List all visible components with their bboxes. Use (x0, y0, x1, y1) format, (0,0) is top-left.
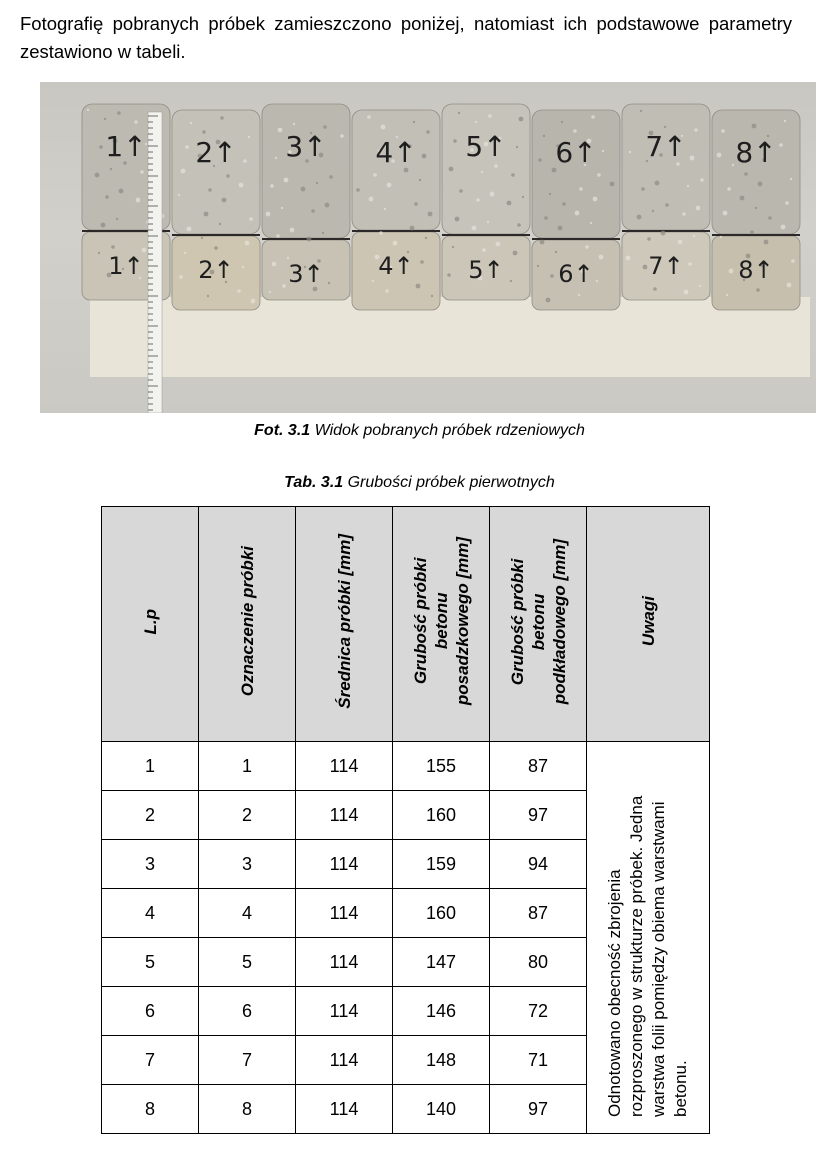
aggregate-speck (422, 154, 427, 159)
aggregate-speck (356, 188, 360, 192)
aggregate-speck (329, 175, 333, 179)
aggregate-speck (643, 265, 648, 270)
aggregate-speck (590, 222, 592, 224)
photo-caption-label: Fot. 3.1 (254, 422, 311, 439)
aggregate-speck (700, 178, 704, 182)
aggregate-speck (475, 121, 477, 123)
aggregate-speck (266, 212, 271, 217)
aggregate-speck (416, 284, 421, 289)
cell-lp: 7 (102, 1036, 199, 1085)
aggregate-speck (522, 196, 524, 198)
samples-table (101, 506, 710, 1134)
aggregate-speck (449, 167, 454, 172)
aggregate-speck (597, 173, 601, 177)
aggregate-speck (538, 158, 542, 162)
aggregate-speck (682, 212, 686, 216)
table-header-row (102, 507, 710, 742)
cell-srednica: 114 (296, 791, 393, 840)
aggregate-speck (558, 226, 563, 231)
aggregate-speck (510, 280, 512, 282)
aggregate-speck (517, 223, 521, 227)
aggregate-speck (134, 120, 138, 124)
aggregate-speck (781, 225, 786, 230)
aggregate-speck (723, 211, 728, 216)
aggregate-speck (214, 246, 218, 250)
cell-oznaczenie: 2 (199, 791, 296, 840)
aggregate-speck (481, 171, 483, 173)
table-caption-text: Grubości próbek pierwotnych (343, 474, 555, 491)
aggregate-speck (647, 237, 651, 241)
cell-podkladowego: 97 (490, 791, 587, 840)
aggregate-speck (785, 201, 789, 205)
aggregate-speck (239, 183, 244, 188)
aggregate-speck (385, 289, 389, 293)
aggregate-speck (744, 172, 748, 176)
table-caption-label: Tab. 3.1 (284, 474, 344, 491)
cell-posadzkowego: 159 (393, 840, 490, 889)
aggregate-speck (768, 216, 772, 220)
header-oznaczenie: Oznaczenie próbki (199, 507, 296, 742)
cell-lp: 6 (102, 987, 199, 1036)
aggregate-speck (104, 118, 106, 120)
core-upper (442, 104, 530, 234)
aggregate-speck (276, 234, 280, 238)
aggregate-speck (678, 240, 683, 245)
aggregate-speck (301, 187, 306, 192)
cell-posadzkowego: 147 (393, 938, 490, 987)
aggregate-speck (652, 210, 654, 212)
cores-group (82, 104, 800, 310)
aggregate-speck (482, 248, 486, 252)
header-grubosc-podkladowego: Grubość próbki betonu podkładowego [mm] (490, 507, 587, 742)
aggregate-speck (688, 262, 692, 266)
aggregate-speck (490, 192, 495, 197)
aggregate-speck (653, 287, 657, 291)
aggregate-speck (413, 121, 415, 123)
aggregate-speck (328, 282, 330, 284)
aggregate-speck (787, 283, 792, 288)
aggregate-speck (727, 187, 731, 191)
aggregate-speck (270, 184, 274, 188)
cell-lp: 2 (102, 791, 199, 840)
aggregate-speck (284, 178, 289, 183)
aggregate-speck (282, 284, 286, 288)
aggregate-speck (201, 237, 203, 239)
aggregate-speck (251, 299, 256, 304)
aggregate-speck (140, 170, 144, 174)
aggregate-speck (726, 294, 728, 296)
core-label-bottom: 4↑ (378, 252, 414, 280)
aggregate-speck (242, 266, 244, 268)
aggregate-speck (181, 169, 186, 174)
aggregate-speck (549, 193, 551, 195)
aggregate-speck (629, 151, 631, 153)
aggregate-speck (562, 202, 566, 206)
aggregate-speck (755, 207, 757, 209)
aggregate-speck (693, 235, 695, 237)
core-label-bottom: 1↑ (108, 252, 144, 280)
aggregate-speck (245, 241, 250, 246)
cell-lp: 8 (102, 1085, 199, 1134)
aggregate-speck (179, 275, 183, 279)
aggregate-speck (585, 245, 589, 249)
cell-podkladowego: 87 (490, 742, 587, 791)
cell-srednica: 114 (296, 987, 393, 1036)
aggregate-speck (699, 285, 701, 287)
cell-oznaczenie: 3 (199, 840, 296, 889)
aggregate-speck (764, 240, 769, 245)
aggregate-speck (690, 156, 695, 161)
core-label-top: 4↑ (375, 136, 417, 169)
core-label-bottom: 6↑ (558, 260, 594, 288)
header-srednica: Średnica próbki [mm] (296, 507, 393, 742)
aggregate-speck (641, 187, 645, 191)
aggregate-speck (101, 223, 106, 228)
aggregate-speck (487, 221, 489, 223)
core-samples-photo (40, 82, 816, 413)
aggregate-speck (593, 197, 598, 202)
aggregate-speck (105, 195, 109, 199)
aggregate-speck (610, 182, 615, 187)
aggregate-speck (372, 280, 374, 282)
aggregate-speck (275, 157, 277, 159)
core-upper (352, 110, 440, 230)
aggregate-speck (555, 251, 557, 253)
aggregate-speck (459, 189, 463, 193)
core-label-top: 2↑ (195, 136, 237, 169)
aggregate-speck (665, 203, 669, 207)
header-uwagi: Uwagi (587, 507, 710, 742)
aggregate-speck (384, 208, 386, 210)
cell-lp: 1 (102, 742, 199, 791)
aggregate-speck (290, 228, 295, 233)
aggregate-speck (323, 125, 327, 129)
aggregate-speck (784, 120, 786, 122)
aggregate-speck (507, 201, 512, 206)
cell-srednica: 114 (296, 742, 393, 791)
aggregate-speck (732, 164, 734, 166)
cell-srednica: 114 (296, 1036, 393, 1085)
cell-srednica: 114 (296, 1085, 393, 1134)
aggregate-speck (599, 255, 604, 260)
aggregate-speck (178, 194, 180, 196)
core-label-top: 3↑ (285, 130, 327, 163)
core-label-bottom: 8↑ (738, 256, 774, 284)
aggregate-speck (287, 257, 289, 259)
aggregate-speck (373, 173, 377, 177)
aggregate-speck (790, 178, 792, 180)
aggregate-speck (752, 124, 757, 129)
aggregate-speck (307, 237, 312, 242)
aggregate-speck (87, 109, 89, 111)
cell-oznaczenie: 8 (199, 1085, 296, 1134)
cell-podkladowego: 80 (490, 938, 587, 987)
cell-podkladowego: 97 (490, 1085, 587, 1134)
aggregate-speck (111, 245, 115, 249)
core-label-top: 6↑ (555, 136, 597, 169)
aggregate-speck (369, 197, 374, 202)
aggregate-speck (546, 298, 551, 303)
cell-lp: 3 (102, 840, 199, 889)
core-label-bottom: 3↑ (288, 260, 324, 288)
aggregate-speck (190, 122, 192, 124)
aggregate-speck (694, 128, 698, 132)
aggregate-speck (519, 117, 524, 122)
aggregate-speck (187, 227, 192, 232)
aggregate-speck (340, 134, 344, 138)
aggregate-speck (98, 252, 100, 254)
cell-podkladowego: 71 (490, 1036, 587, 1085)
cell-posadzkowego: 148 (393, 1036, 490, 1085)
aggregate-speck (116, 218, 118, 220)
aggregate-speck (602, 150, 604, 152)
cell-posadzkowego: 160 (393, 791, 490, 840)
core-label-bottom: 7↑ (648, 252, 684, 280)
aggregate-speck (750, 230, 754, 234)
aggregate-speck (452, 246, 454, 248)
aggregate-speck (367, 115, 371, 119)
aggregate-speck (455, 217, 460, 222)
cell-oznaczenie: 7 (199, 1036, 296, 1085)
aggregate-speck (220, 116, 224, 120)
aggregate-speck (185, 145, 189, 149)
aggregate-speck (779, 143, 783, 147)
cell-oznaczenie: 5 (199, 938, 296, 987)
aggregate-speck (387, 183, 392, 188)
aggregate-speck (579, 187, 583, 191)
core-upper (622, 104, 710, 230)
cell-lp: 5 (102, 938, 199, 987)
cell-oznaczenie: 4 (199, 889, 296, 938)
aggregate-speck (293, 123, 295, 125)
aggregate-speck (573, 129, 577, 133)
aggregate-speck (226, 174, 230, 178)
aggregate-speck (550, 274, 554, 278)
aggregate-speck (537, 265, 539, 267)
photo-caption-text: Widok pobranych próbek rdzeniowych (310, 422, 585, 439)
aggregate-speck (243, 159, 247, 163)
cell-podkladowego: 72 (490, 987, 587, 1036)
aggregate-speck (184, 252, 186, 254)
aggregate-speck (110, 168, 112, 170)
aggregate-speck (453, 139, 457, 143)
intro-paragraph: Fotografię pobranych próbek zamieszczono poniżej, natomiast ich podstawowe parametry zestawiono w tabeli. (20, 13, 792, 62)
core-upper (172, 110, 260, 234)
aggregate-speck (575, 211, 580, 216)
cell-lp: 4 (102, 889, 199, 938)
aggregate-speck (202, 130, 206, 134)
core-label-top: 7↑ (645, 130, 687, 163)
aggregate-speck (494, 164, 498, 168)
core-label-top: 8↑ (735, 136, 777, 169)
aggregate-speck (561, 121, 563, 123)
aggregate-speck (410, 226, 415, 231)
aggregate-speck (544, 216, 548, 220)
aggregate-speck (696, 206, 701, 211)
aggregate-speck (684, 290, 689, 295)
aggregate-speck (640, 110, 642, 112)
cell-posadzkowego: 155 (393, 742, 490, 791)
aggregate-speck (316, 182, 318, 184)
aggregate-speck (311, 209, 315, 213)
aggregate-speck (488, 114, 492, 118)
header-grubosc-posadzkowego: Grubość próbki betonu posadzkowego [mm] (393, 507, 490, 742)
aggregate-speck (721, 129, 725, 133)
notes-text: Odnotowano obecność zbrojenia rozproszonego w strukturze próbek. Jedna warstwa folii pomiędzy obiema warstwami betonu. (605, 795, 690, 1117)
aggregate-speck (664, 126, 666, 128)
aggregate-speck (717, 153, 722, 158)
aggregate-speck (136, 198, 141, 203)
aggregate-speck (472, 226, 477, 231)
aggregate-speck (419, 179, 421, 181)
cell-posadzkowego: 140 (393, 1085, 490, 1134)
aggregate-speck (117, 111, 121, 115)
aggregate-speck (720, 236, 722, 238)
cell-srednica: 114 (296, 840, 393, 889)
photo-caption (0, 422, 839, 440)
aggregate-speck (655, 181, 660, 186)
aggregate-speck (414, 202, 418, 206)
cell-posadzkowego: 160 (393, 889, 490, 938)
aggregate-speck (758, 182, 763, 187)
aggregate-speck (578, 294, 580, 296)
aggregate-speck (540, 240, 545, 245)
aggregate-speck (379, 231, 383, 235)
aggregate-speck (219, 223, 221, 225)
aggregate-speck (791, 259, 795, 263)
aggregate-speck (249, 217, 253, 221)
aggregate-speck (420, 260, 424, 264)
aggregate-speck (729, 269, 734, 274)
aggregate-speck (99, 145, 103, 149)
cell-oznaczenie: 6 (199, 987, 296, 1036)
aggregate-speck (756, 288, 760, 292)
aggregate-speck (458, 112, 460, 114)
cell-posadzkowego: 146 (393, 987, 490, 1036)
cell-uwagi (587, 742, 710, 1134)
header-lp: L.p (102, 507, 199, 742)
cell-srednica: 114 (296, 889, 393, 938)
aggregate-speck (425, 237, 427, 239)
aggregate-speck (281, 207, 283, 209)
core-label-top: 5↑ (465, 130, 507, 163)
aggregate-speck (278, 128, 283, 133)
aggregate-speck (496, 242, 501, 247)
cell-podkladowego: 87 (490, 889, 587, 938)
cell-oznaczenie: 1 (199, 742, 296, 791)
core-upper (262, 104, 350, 238)
aggregate-speck (626, 256, 631, 261)
aggregate-speck (237, 289, 241, 293)
aggregate-speck (381, 125, 386, 130)
aggregate-speck (207, 295, 209, 297)
aggregate-speck (596, 280, 598, 282)
aggregate-speck (428, 212, 433, 217)
aggregate-speck (204, 212, 209, 217)
aggregate-speck (516, 146, 518, 148)
cell-podkladowego: 94 (490, 840, 587, 889)
aggregate-speck (476, 198, 480, 202)
aggregate-speck (325, 203, 330, 208)
aggregate-speck (687, 185, 689, 187)
core-upper (712, 110, 800, 234)
aggregate-speck (208, 188, 212, 192)
aggregate-speck (447, 273, 451, 277)
aggregate-speck (637, 215, 642, 220)
aggregate-speck (322, 232, 324, 234)
aggregate-speck (661, 231, 666, 236)
core-samples-image (40, 82, 816, 413)
table-caption (0, 474, 839, 492)
aggregate-speck (393, 241, 398, 246)
core-label-top: 1↑ (105, 130, 147, 163)
aggregate-speck (222, 198, 227, 203)
aggregate-speck (591, 115, 595, 119)
aggregate-speck (269, 291, 271, 293)
aggregate-speck (740, 196, 745, 201)
core-label-bottom: 2↑ (198, 256, 234, 284)
aggregate-speck (431, 295, 433, 297)
aggregate-speck (543, 135, 545, 137)
aggregate-speck (426, 130, 430, 134)
aggregate-speck (95, 173, 100, 178)
aggregate-speck (513, 251, 518, 256)
aggregate-speck (248, 136, 250, 138)
table-row (102, 742, 710, 791)
core-label-bottom: 5↑ (468, 256, 504, 284)
aggregate-speck (272, 262, 277, 267)
aggregate-speck (511, 173, 515, 177)
aggregate-speck (119, 189, 124, 194)
cell-srednica: 114 (296, 938, 393, 987)
